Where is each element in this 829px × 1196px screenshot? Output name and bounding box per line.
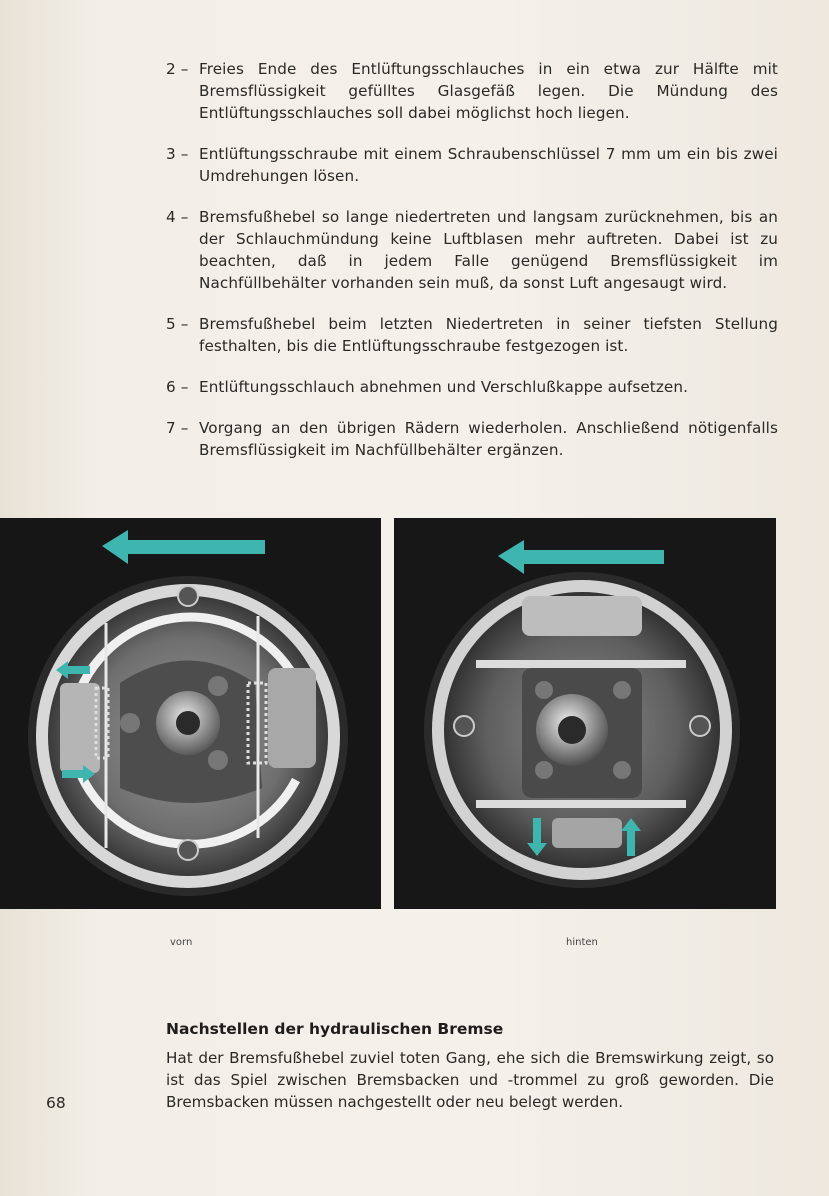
page-number: 68 — [46, 1094, 66, 1112]
rear-caption: hinten — [566, 937, 598, 948]
section-heading: Nachstellen der hydraulischen Bremse — [166, 1020, 504, 1038]
instruction-steps — [166, 58, 778, 480]
step-item — [166, 143, 778, 187]
step-number: 4 – — [166, 208, 189, 226]
front-caption: vorn — [170, 937, 193, 948]
section-paragraph: Hat der Bremsfußhebel zuviel toten Gang, ehe sich die Bremswirkung zeigt, so ist das Spiel zwischen Bremsbacken und -trommel zu groß geworden. Die Bremsbacken müssen nachgestellt oder neu belegt werden. — [166, 1049, 774, 1111]
front-brake-drum-photo-icon — [0, 518, 381, 909]
step-text: Bremsfußhebel so lange niedertreten und langsam zurücknehmen, bis an der Schlauchmündung keine Luftblasen mehr auftreten. Dabei ist zu beachten, daß in jedem Falle genügend Bremsflüssigkeit im Nachfüllbehälter vorhanden sein muß, da sonst Luft angesaugt wird. — [199, 208, 778, 292]
step-number: 6 – — [166, 378, 189, 396]
step-text: Vorgang an den übrigen Rädern wiederholen. Anschließend nötigenfalls Bremsflüssigkeit im Nachfüllbehälter ergänzen. — [199, 419, 778, 459]
step-item — [166, 313, 778, 357]
step-text: Entlüftungsschraube mit einem Schraubenschlüssel 7 mm um ein bis zwei Umdrehungen lösen. — [199, 145, 778, 185]
step-number: 3 – — [166, 145, 189, 163]
step-number: 5 – — [166, 315, 189, 333]
rear-brake-photo — [394, 518, 776, 909]
step-item — [166, 376, 778, 398]
step-number: 2 – — [166, 60, 189, 78]
step-text: Entlüftungsschlauch abnehmen und Verschlußkappe aufsetzen. — [199, 378, 689, 396]
step-number: 7 – — [166, 419, 189, 437]
rear-brake-drum-photo-icon — [394, 518, 776, 909]
step-item — [166, 206, 778, 294]
step-text: Freies Ende des Entlüftungsschlauches in ein etwa zur Hälfte mit Bremsflüssigkeit gefülltes Glasgefäß legen. Die Mündung des Entlüftungsschlauches soll dabei möglichst hoch liegen. — [199, 60, 778, 122]
front-brake-photo — [0, 518, 381, 909]
step-item — [166, 58, 778, 124]
step-text: Bremsfußhebel beim letzten Niedertreten in seiner tiefsten Stellung festhalten, bis die Entlüftungsschraube festgezogen ist. — [199, 315, 778, 355]
step-item — [166, 417, 778, 461]
